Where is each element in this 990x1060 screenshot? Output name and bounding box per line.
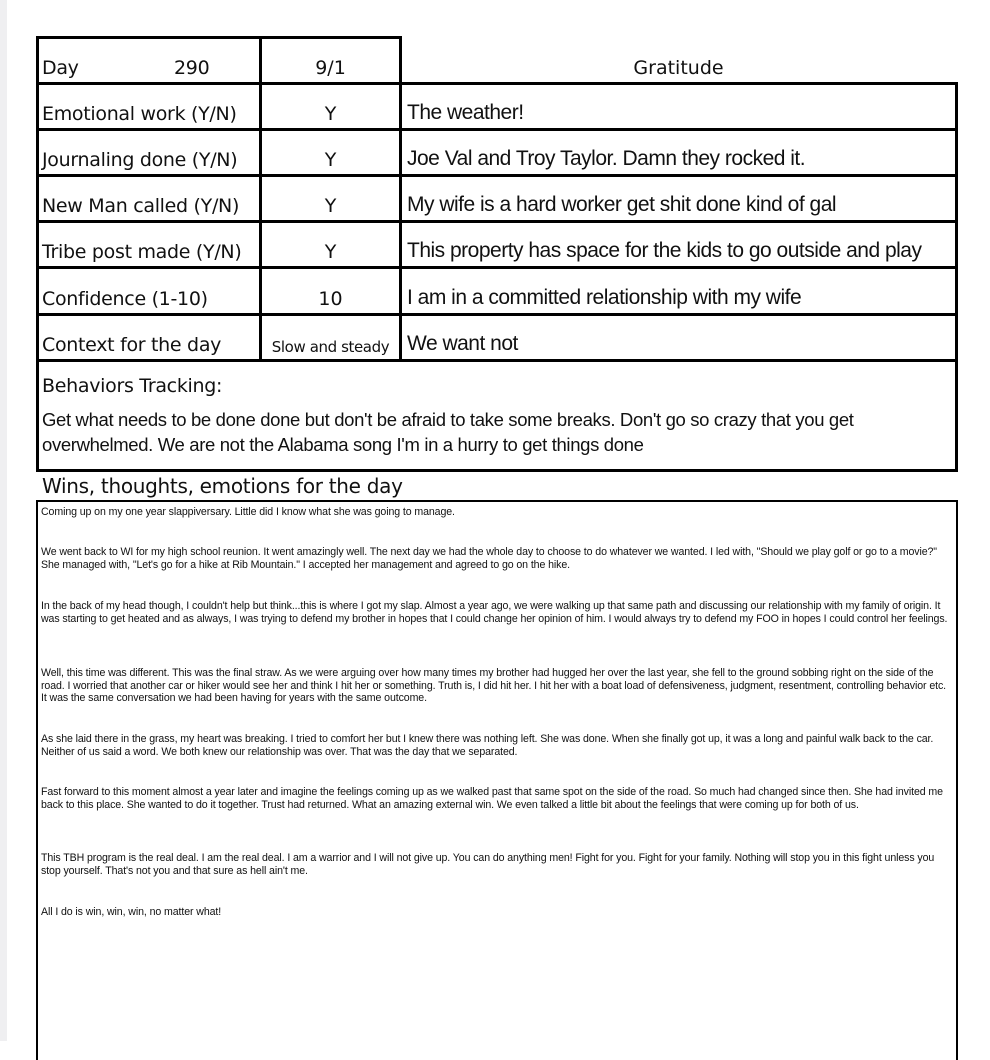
wins-paragraph: Well, this time was different. This was the final straw. As we were arguing over how many times my brother had hugged her over the last year, she fell to the ground sobbing right on the side of the road. I worried that another car or hiker would see her and think I hit her or something. Truth is, I did hit her. I hit her with a boat load of defensiveness, judgment, resentment, controlling behavior etc. It was the same conversation we had been having for years with the same outcome.: [41, 667, 946, 704]
row-label-context: Context for the day: [42, 334, 222, 356]
day-number: 290: [174, 57, 210, 79]
behaviors-text: Get what needs to be done done but don't be afraid to take some breaks. Don't go so crazy that you get overwhelmed. We are not the Alabama song I'm in a hurry to get things done: [42, 409, 854, 455]
wins-textbox: [36, 500, 958, 1060]
wins-paragraph: In the back of my head though, I couldn't help but think...this is where I got my slap. Almost a year ago, we were walking up that same path and discussing our relationship with my family of origin. It was starting to get heated and as always, I was trying to defend my brother in hopes that I could change her opinion of him. I would always try to defend my FOO in hopes I could control her feelings.: [41, 600, 948, 625]
row-value-emotional-work: Y: [324, 103, 337, 125]
date-value: 9/1: [315, 57, 346, 79]
wins-paragraph: Fast forward to this moment almost a year later and imagine the feelings coming up as we walked past that same spot on the side of the road. So much had changed since then. She had invited me back to this place. She wanted to do it together. Trust had returned. What an amazing external win. We even talked a little bit about the feelings that were coming up for both of us.: [41, 786, 943, 811]
row-value-context: Slow and steady: [271, 338, 390, 356]
behaviors-bottom-border: [36, 469, 958, 472]
row-value-journaling: Y: [324, 149, 337, 171]
gratitude-item: I am in a committed relationship with my wife: [407, 286, 802, 309]
wins-paragraph: As she laid there in the grass, my heart was breaking. I tried to comfort her but I knew there was nothing left. She was done. When she finally got up, it was a long and painful walk back to the car. Neither of us said a word. We both knew our relationship was over. That was the day that we separated.: [41, 733, 934, 758]
row-value-new-man-called: Y: [324, 195, 337, 217]
row-value-tribe-post: Y: [324, 241, 337, 263]
gratitude-item: We want not: [407, 332, 518, 355]
row-value-confidence: 10: [318, 288, 343, 310]
row-label-emotional-work: Emotional work (Y/N): [42, 103, 237, 125]
table-right-border: [955, 82, 958, 472]
left-margin-strip: [0, 0, 7, 1041]
wins-paragraph: This TBH program is the real deal. I am the real deal. I am a warrior and I will not give up. You can do anything men! Fight for you. Fight for your family. Nothing will stop you in this fight unless you stop yourself. That's not you and that sure as hell ain't me.: [41, 852, 935, 877]
row-label-new-man-called: New Man called (Y/N): [42, 195, 240, 217]
day-label: Day: [42, 57, 79, 79]
gratitude-item: The weather!: [407, 101, 524, 124]
gratitude-heading: Gratitude: [633, 57, 724, 79]
wins-title: Wins, thoughts, emotions for the day: [42, 474, 403, 498]
wins-paragraph: Coming up on my one year slappiversary. Little did I know what she was going to manage.: [41, 506, 455, 518]
gratitude-item: My wife is a hard worker get shit done kind of gal: [407, 193, 837, 216]
row-label-confidence: Confidence (1-10): [42, 288, 208, 310]
gratitude-item: Joe Val and Troy Taylor. Damn they rocked it.: [407, 147, 806, 170]
wins-paragraph: We went back to WI for my high school reunion. It went amazingly well. The next day we had the whole day to choose to do whatever we wanted. I led with, "Should we play golf or go to a movie?" She managed with, "Let's go for a hike at Rib Mountain." I accepted her management and agreed to go on the hike.: [41, 546, 937, 571]
gratitude-item: This property has space for the kids to go outside and play: [407, 239, 922, 262]
row-label-tribe-post: Tribe post made (Y/N): [42, 241, 242, 263]
row-divider: [36, 359, 958, 362]
wins-paragraph: All I do is win, win, win, no matter what!: [41, 906, 222, 918]
row-label-journaling: Journaling done (Y/N): [42, 149, 238, 171]
behaviors-title: Behaviors Tracking:: [42, 375, 223, 397]
